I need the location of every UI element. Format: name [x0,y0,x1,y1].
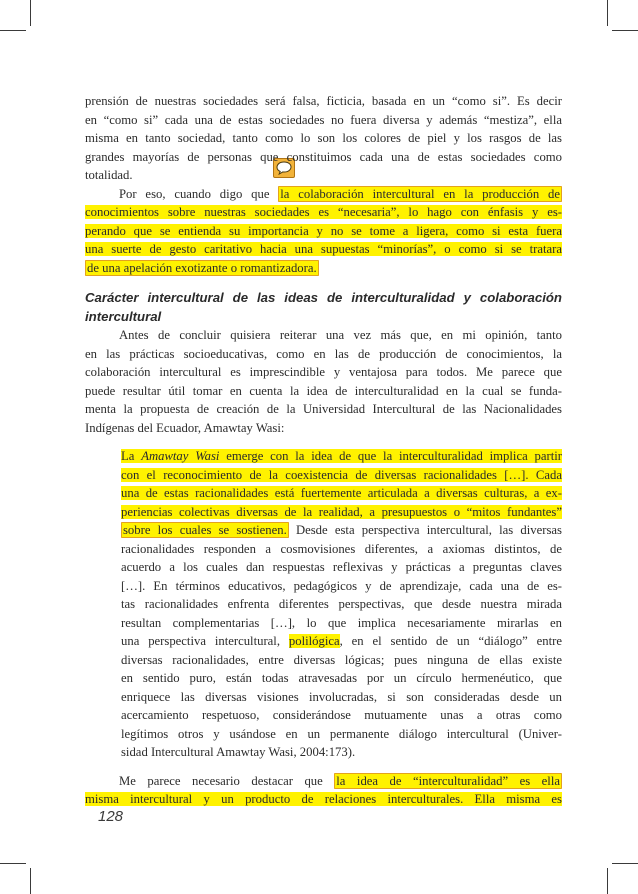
text-line: […]. En términos educativos, pedagógicos y de aprendizaje, cada una de es- [121,578,562,593]
crop-mark [612,863,638,864]
text-line: sidad Intercultural Amawtay Wasi, 2004:173). [121,745,356,759]
highlight-annotation[interactable]: una de estas racionalidades está fuertemente articulada a diversas culturas, a ex- [121,486,562,500]
text-span: La [121,449,142,463]
text-line: en las prácticas socioeducativas, como en las de producción de conocimientos, la [85,346,562,361]
text-span: Me parece necesario destacar que [119,773,335,788]
text-line [85,632,562,651]
crop-mark [607,0,608,26]
text-line: legítimos otros y usándose en un permanente diálogo intercultural (Univer- [121,726,562,741]
text-line: puede resultar útil tomar en cuenta la idea de interculturalidad en la cual se funda- [85,383,562,398]
text-line: tas racionalidades enfrenta diferentes perspectivas, que desde nuestra mirada [121,597,562,611]
text-line [85,772,562,791]
crop-mark [0,30,26,31]
text-line [85,203,562,222]
page-body [85,92,562,809]
text-line: grandes mayorías de personas que constituimos cada una de estas sociedades como [85,149,562,164]
text-line [85,222,562,241]
highlight-annotation[interactable]: sobre los cuales se sostienen. [123,523,287,537]
emphasis-text: Amawtay Wasi [141,449,220,463]
text-line: enriquece las diversas visiones involucradas, si son consideradas desde un [121,689,562,704]
highlight-annotation[interactable]: polilógica [288,634,340,648]
page-number: 128 [98,808,124,825]
highlight-annotation[interactable]: perando que se entienda su importancia y no se tome a ligera, como si esta fuera [85,223,562,238]
heading-line: Carácter intercultural de las ideas de interculturalidad y colaboración [85,290,562,305]
text-line: racionalidades responden a cosmovisiones diferentes, a axiomas distintos, de [121,541,562,556]
crop-mark [607,868,608,894]
crop-mark [30,868,31,894]
text-line [85,790,562,809]
text-line [85,466,562,485]
text-line: en sentido puro, están todas atravesadas por un círculo hermenéutico, que [121,671,562,685]
highlight-annotation[interactable]: una suerte de gesto caritativo hacia una supuestas “minorías”, o como si se tratara [85,242,562,256]
text-span: Desde esta perspectiva intercultural, las diversas [288,523,562,537]
text-span: , en el sentido de un “diálogo” entre [339,634,562,648]
text-line: Indígenas del Ecuador, Amawtay Wasi: [85,420,285,435]
text-span: una perspectiva intercultural, [121,634,289,648]
text-line [85,484,562,503]
highlight-annotation[interactable]: con el reconocimiento de la coexistencia de diversas racionalidades […]. Cada [121,467,562,482]
highlight-annotation[interactable]: periencias colectivas diversas de la realidad, a presupuestos o “mitos fundantes” [121,504,562,519]
text-span: Por eso, cuando digo que [119,186,279,201]
crop-mark [612,30,638,31]
text-line: acercamiento respetuoso, considerándose mutuamente unas a otras como [121,708,562,722]
text-line [85,240,562,259]
highlight-annotation[interactable]: la colaboración intercultural en la producción de [280,186,560,201]
text-line [85,259,562,278]
highlight-annotation[interactable]: misma intercultural y un producto de relaciones interculturales. Ella misma es [85,792,562,806]
text-line: prensión de nuestras sociedades será falsa, ficticia, basada en un “como si”. Es decir [85,94,562,108]
block-quote [85,447,562,762]
text-line [85,521,562,540]
paragraph [85,92,562,185]
text-line [85,503,562,522]
text-line: diversas racionalidades, entre diversas lógicas; pues ninguna de ellas existe [121,652,562,667]
text-line: resultan complementarias […], lo que implica necesariamente mirarlas en [121,615,562,630]
text-line: colaboración intercultural es imprescindible y ventajosa para todos. Me parece que [85,365,562,379]
paragraph [85,185,562,278]
highlight-annotation[interactable]: la idea de “interculturalidad” es ella [336,773,560,788]
text-line: en “como si” cada una de estas sociedades no fuera diversa y además “mestiza”, ella [85,112,562,127]
text-line [85,185,562,204]
text-line: totalidad. [85,168,133,182]
text-line: menta la propuesta de creación de la Universidad Intercultural de las Nacionalidades [85,402,562,416]
highlight-annotation[interactable] [121,449,562,463]
section-heading [85,289,562,326]
text-span: emerge con la idea de que la interculturalidad implica partir [219,449,562,463]
highlight-annotation[interactable]: conocimientos sobre nuestras sociedades es “necesaria”, lo hago con énfasis y es- [85,205,562,219]
crop-mark [30,0,31,26]
text-line: misma en tanto sociedad, tanto como lo son los colores de piel y los rasgos de las [85,131,562,145]
text-line: acuerdo a los cuales dan respuestas reflexivas y prácticas a preguntas claves [121,560,562,574]
paragraph [85,772,562,809]
crop-mark [0,863,26,864]
text-line: Antes de concluir quisiera reiterar una vez más que, en mi opinión, tanto [119,328,562,342]
heading-line: intercultural [85,308,162,324]
text-line [85,447,562,466]
highlight-annotation[interactable]: de una apelación exotizante o romantizadora. [87,260,317,275]
paragraph [85,326,562,437]
